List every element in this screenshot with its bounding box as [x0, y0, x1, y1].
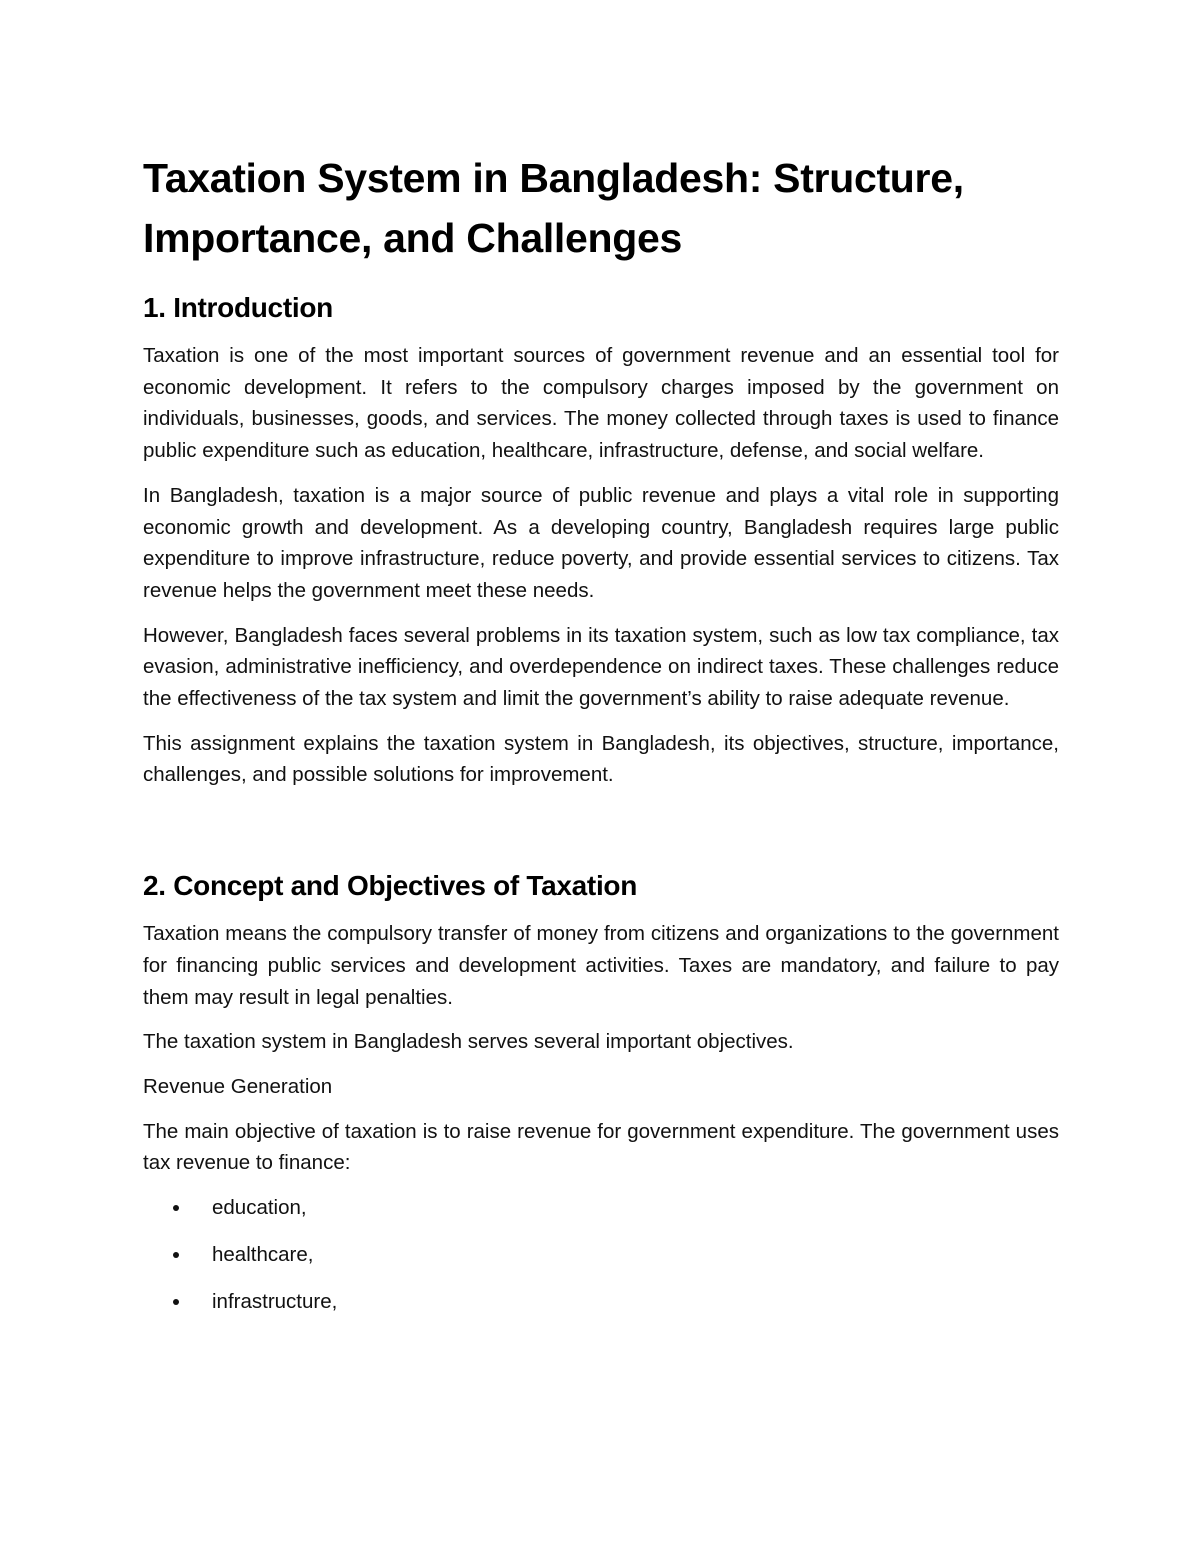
list-item: [143, 1286, 1059, 1318]
document-title: Taxation System in Bangladesh: Structure, Importance, and Challenges: [143, 155, 964, 261]
bullet-list: [143, 1192, 1059, 1318]
paragraph: However, Bangladesh faces several problems in its taxation system, such as low tax compliance, tax evasion, administrative inefficiency, and overdependence on indirect taxes. These challenges reduce the effectiveness of the tax system and limit the government’s ability to raise adequate revenue.: [143, 623, 1059, 711]
list-item-text: education,: [212, 1196, 307, 1220]
paragraph: In Bangladesh, taxation is a major source of public revenue and plays a vital role in supporting economic growth and development. As a developing country, Bangladesh requires large public expenditure to improve infrastructure, reduce poverty, and provide essential services to citizens. Tax revenue helps the government meet these needs.: [143, 483, 1059, 602]
section-spacer: [143, 804, 1059, 868]
list-item-text: infrastructure,: [212, 1290, 338, 1314]
paragraph: The main objective of taxation is to raise revenue for government expenditure. The government uses tax revenue to finance:: [143, 1119, 1059, 1175]
document-page: [143, 148, 1059, 1334]
section-heading-introduction: 1. Introduction: [143, 292, 333, 323]
subheading-revenue-generation: Revenue Generation: [143, 1074, 333, 1098]
list-item: [143, 1192, 1059, 1224]
bullet-icon: [173, 1252, 179, 1258]
paragraph: The taxation system in Bangladesh serves several important objectives.: [143, 1030, 794, 1054]
paragraph: Taxation is one of the most important sources of government revenue and an essential tool for economic development. It refers to the compulsory charges imposed by the government on individuals, businesses, goods, and services. The money collected through taxes is used to finance public expenditure such as education, healthcare, infrastructure, defense, and social welfare.: [143, 344, 1059, 463]
paragraph: This assignment explains the taxation system in Bangladesh, its objectives, structure, importance, challenges, and possible solutions for improvement.: [143, 731, 1059, 787]
bullet-icon: [173, 1299, 179, 1305]
bullet-icon: [173, 1205, 179, 1211]
paragraph: Taxation means the compulsory transfer of money from citizens and organizations to the government for financing public services and development activities. Taxes are mandatory, and failure to pay them may result in legal penalties.: [143, 922, 1059, 1009]
section-heading-concept-objectives: 2. Concept and Objectives of Taxation: [143, 870, 638, 902]
list-item: [143, 1239, 1059, 1271]
list-item-text: healthcare,: [212, 1243, 314, 1267]
